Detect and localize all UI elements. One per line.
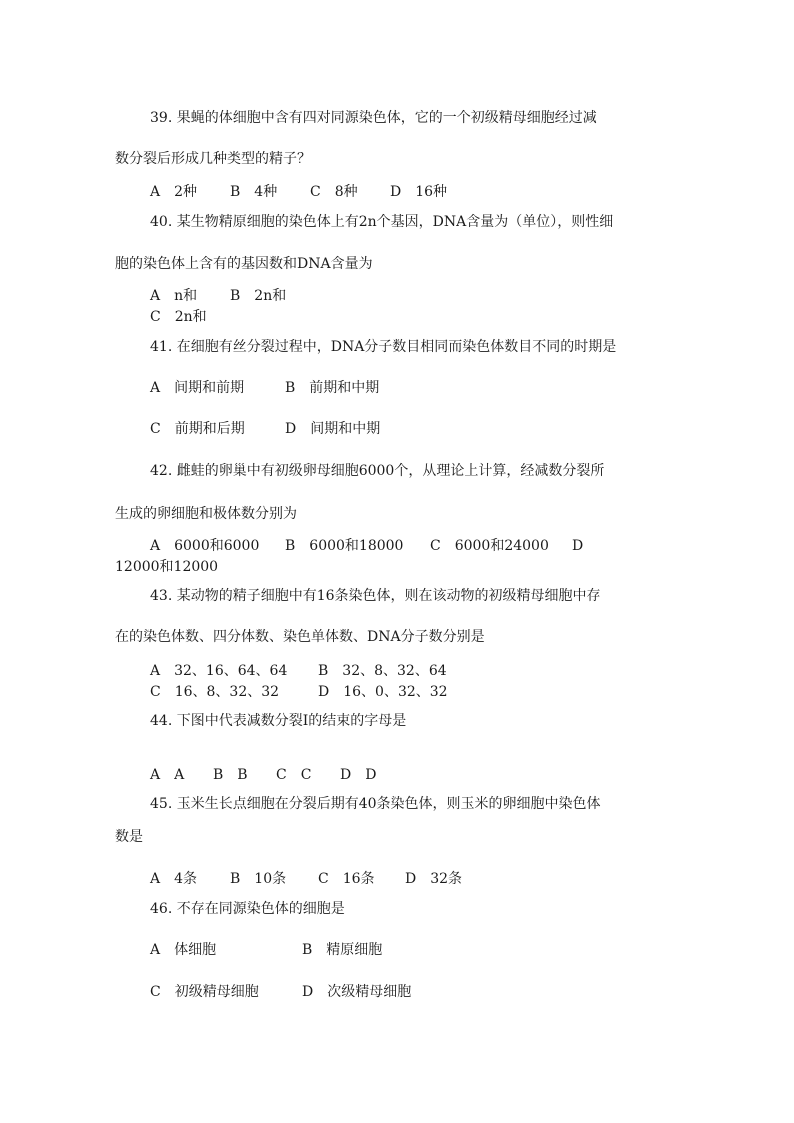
q42-stem-line-2: 生成的卵细胞和极体数分别为 [115,506,297,522]
q44-option-d: D D [340,767,377,783]
q39-option-d: D 16种 [390,184,448,200]
q43-stem-line-2: 在的染色体数、四分体数、染色单体数、DNA分子数分别是 [115,629,485,645]
q40-option-b: B 2n和 [230,288,287,304]
q39-option-c: C 8种 [310,184,358,200]
q45-option-c: C 16条 [318,871,375,887]
q39-option-b: B 4种 [230,184,278,200]
q41-option-d: D 间期和中期 [285,421,381,437]
q42-option-c: C 6000和24000 [430,538,549,554]
q40-option-c: C 2n和 [150,309,207,325]
q40-stem-line-1: 40. 某生物精原细胞的染色体上有2n个基因，DNA含量为（单位），则性细 [150,214,614,230]
q43-stem-line-1: 43. 某动物的精子细胞中有16条染色体，则在该动物的初级精母细胞中存 [150,588,601,604]
q45-option-b: B 10条 [230,871,287,887]
q46-option-b: B 精原细胞 [302,942,383,958]
q40-option-a: A n和 [150,288,198,304]
q46-stem-line-1: 46. 不存在同源染色体的细胞是 [150,901,345,917]
q43-option-d: D 16、0、32、32 [318,684,448,700]
q43-option-c: C 16、8、32、32 [150,684,280,700]
q42-option-d-value: 12000和12000 [115,559,219,575]
q45-stem-line-2: 数是 [115,829,143,845]
q42-option-a: A 6000和6000 [150,538,260,554]
q44-option-c: C C [276,767,312,783]
q46-option-c: C 初级精母细胞 [150,984,259,1000]
q46-option-d: D 次级精母细胞 [302,984,412,1000]
q45-option-a: A 4条 [150,871,198,887]
q45-option-d: D 32条 [405,871,463,887]
q39-option-a: A 2种 [150,184,198,200]
q44-option-a: A A [150,767,185,783]
q39-stem-line-2: 数分裂后形成几种类型的精子？ [115,151,311,167]
q42-stem-line-1: 42. 雌蛙的卵巢中有初级卵母细胞6000个，从理论上计算，经减数分裂所 [150,463,605,479]
q42-option-d-label: D [572,538,584,554]
q46-option-a: A 体细胞 [150,942,217,958]
q41-option-c: C 前期和后期 [150,421,245,437]
q41-option-a: A 间期和前期 [150,380,245,396]
q44-option-b: B B [213,767,248,783]
q44-stem-line-1: 44. 下图中代表减数分裂Ⅰ的结束的字母是 [150,713,407,729]
q45-stem-line-1: 45. 玉米生长点细胞在分裂后期有40条染色体，则玉米的卵细胞中染色体 [150,796,601,812]
q42-option-b: B 6000和18000 [285,538,404,554]
q43-option-a: A 32、16、64、64 [150,663,288,679]
q39-stem-line-1: 39. 果蝇的体细胞中含有四对同源染色体，它的一个初级精母细胞经过减 [150,110,597,126]
q41-stem-line-1: 41. 在细胞有丝分裂过程中，DNA分子数目相同而染色体数目不同的时期是 [150,339,617,355]
q40-stem-line-2: 胞的染色体上含有的基因数和DNA含量为 [115,256,373,272]
q43-option-b: B 32、8、32、64 [318,663,447,679]
q41-option-b: B 前期和中期 [285,380,380,396]
